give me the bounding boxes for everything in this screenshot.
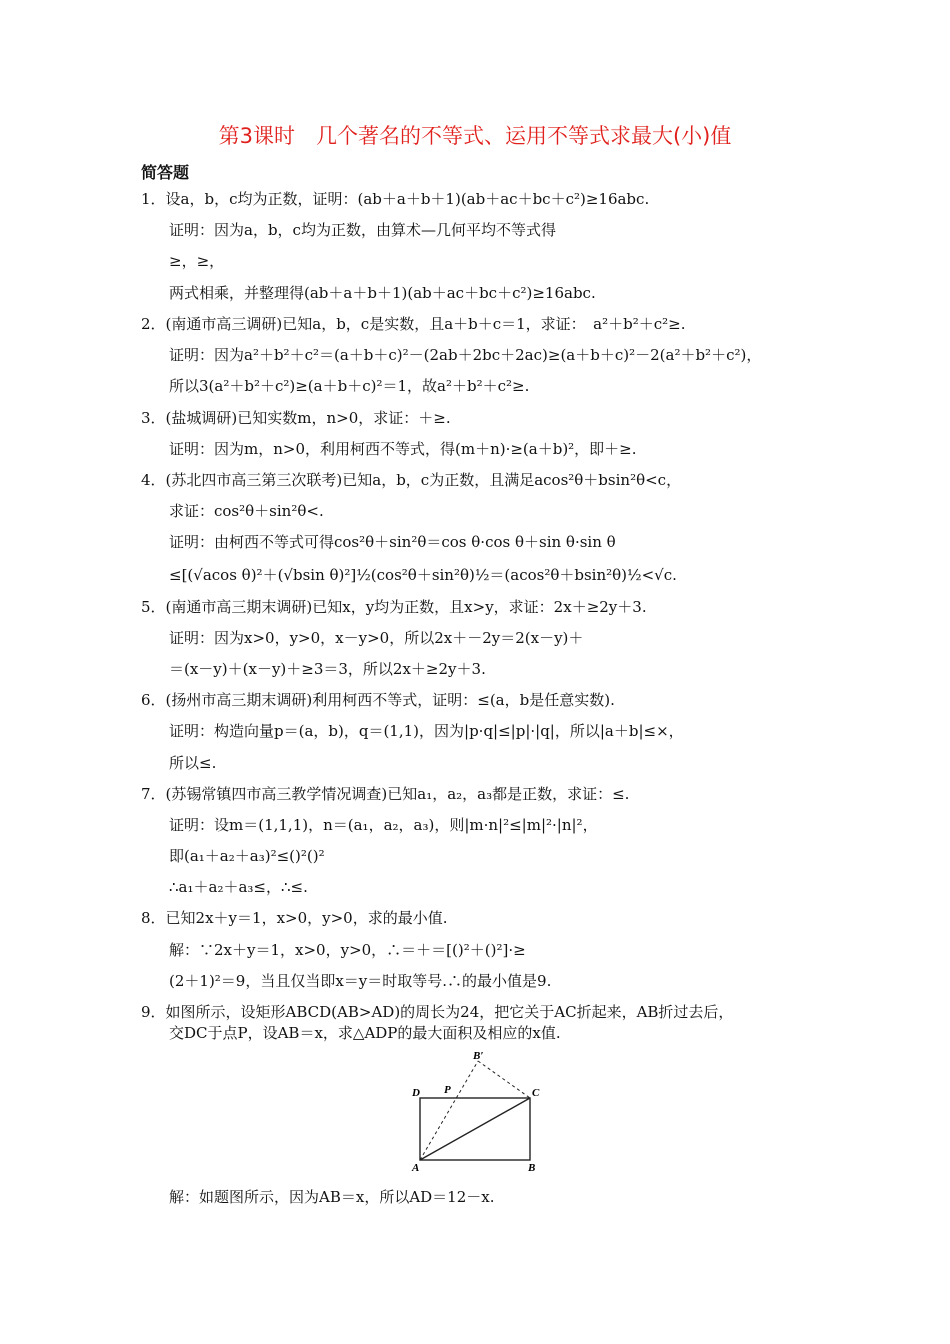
problem-9-continued: 交DC于点P，设AB＝x，求△ADP的最大面积及相应的x值.	[169, 1024, 561, 1042]
folded-edge-b-prime-c	[478, 1061, 530, 1098]
label-d: D	[412, 1087, 420, 1099]
label-c: C	[532, 1087, 540, 1099]
proof-line: 求证：cos²θ＋sin²θ<.	[169, 502, 324, 520]
label-p: P	[444, 1084, 451, 1096]
proof-line: 所以≤.	[169, 754, 217, 772]
section-heading: 简答题	[141, 163, 190, 182]
page-title: 第3课时 几个著名的不等式、运用不等式求最大(小)值	[218, 124, 732, 148]
label-b: B	[528, 1162, 536, 1174]
proof-line: 两式相乘，并整理得(ab＋a＋b＋1)(ab＋ac＋bc＋c²)≥16abc.	[169, 284, 596, 302]
proof-line: ≤[(√acos θ)²＋(√bsin θ)²]½(cos²θ＋sin²θ)½＝(acos²θ＋bsin²θ)½<√c.	[169, 566, 677, 584]
problem-7: 7．(苏锡常镇四市高三教学情况调查)已知a₁，a₂，a₃都是正数，求证：≤.	[141, 785, 630, 803]
problem-4: 4．(苏北四市高三第三次联考)已知a，b，c为正数，且满足acos²θ＋bsin²θ<c，	[141, 471, 682, 489]
problem-6: 6．(扬州市高三期末调研)利用柯西不等式，证明：≤(a，b是任意实数).	[141, 691, 615, 709]
proof-line: 即(a₁＋a₂＋a₃)²≤()²()²	[169, 847, 325, 865]
folded-edge-ab-prime	[420, 1061, 478, 1160]
problem-8: 8．已知2x＋y＝1，x>0，y>0，求的最小值.	[141, 909, 448, 927]
solution-line: 解：如题图所示，因为AB＝x，所以AD＝12－x.	[169, 1188, 495, 1206]
proof-line: 证明：设m＝(1,1,1)，n＝(a₁，a₂，a₃)，则|m·n|²≤|m|²·|n|²，	[169, 816, 598, 834]
diagonal-ac	[420, 1098, 530, 1160]
problem-9: 9．如图所示，设矩形ABCD(AB>AD)的周长为24，把它关于AC折起来，AB折过去后，	[141, 1003, 734, 1021]
label-a: A	[412, 1162, 420, 1174]
solution-line: 解：∵2x＋y＝1，x>0，y>0，∴＝＋＝[()²＋()²]·≥	[169, 941, 526, 959]
proof-line: 证明：因为a，b，c均为正数，由算术—几何平均不等式得	[169, 221, 556, 239]
label-b-prime: B′	[473, 1050, 484, 1062]
proof-line: ≥，≥，	[169, 252, 225, 270]
solution-line: (2＋1)²＝9，当且仅当即x＝y＝时取等号.∴的最小值是9.	[169, 972, 552, 990]
proof-line: 证明：由柯西不等式可得cos²θ＋sin²θ＝cos θ·cos θ＋sin θ·sin θ	[169, 533, 616, 551]
proof-line: 证明：构造向量p＝(a，b)，q＝(1,1)，因为|p·q|≤|p|·|q|，所以|a＋b|≤×，	[169, 722, 684, 740]
problem-5: 5．(南通市高三期末调研)已知x，y均为正数，且x>y，求证：2x＋≥2y＋3.	[141, 598, 647, 616]
problem-3: 3．(盐城调研)已知实数m，n>0，求证：＋≥.	[141, 409, 451, 427]
problem-1: 1．设a，b，c均为正数，证明：(ab＋a＋b＋1)(ab＋ac＋bc＋c²)≥16abc.	[141, 190, 650, 208]
proof-line: 证明：因为x>0，y>0，x－y>0，所以2x＋－2y＝2(x－y)＋	[169, 629, 584, 647]
proof-line: 证明：因为m，n>0，利用柯西不等式，得(m＋n)·≥(a＋b)²，即＋≥.	[169, 440, 637, 458]
proof-line: ∴a₁＋a₂＋a₃≤，∴≤.	[169, 878, 308, 896]
proof-line: ＝(x－y)＋(x－y)＋≥3＝3，所以2x＋≥2y＋3.	[169, 660, 486, 678]
problem-2: 2．(南通市高三调研)已知a，b，c是实数，且a＋b＋c＝1，求证： a²＋b²＋c²≥.	[141, 315, 686, 333]
folded-rectangle-figure	[410, 1050, 550, 1175]
proof-line: 所以3(a²＋b²＋c²)≥(a＋b＋c)²＝1，故a²＋b²＋c²≥.	[169, 377, 530, 395]
proof-line: 证明：因为a²＋b²＋c²＝(a＋b＋c)²－(2ab＋2bc＋2ac)≥(a＋b＋c)²－2(a²＋b²＋c²)，	[169, 346, 762, 364]
